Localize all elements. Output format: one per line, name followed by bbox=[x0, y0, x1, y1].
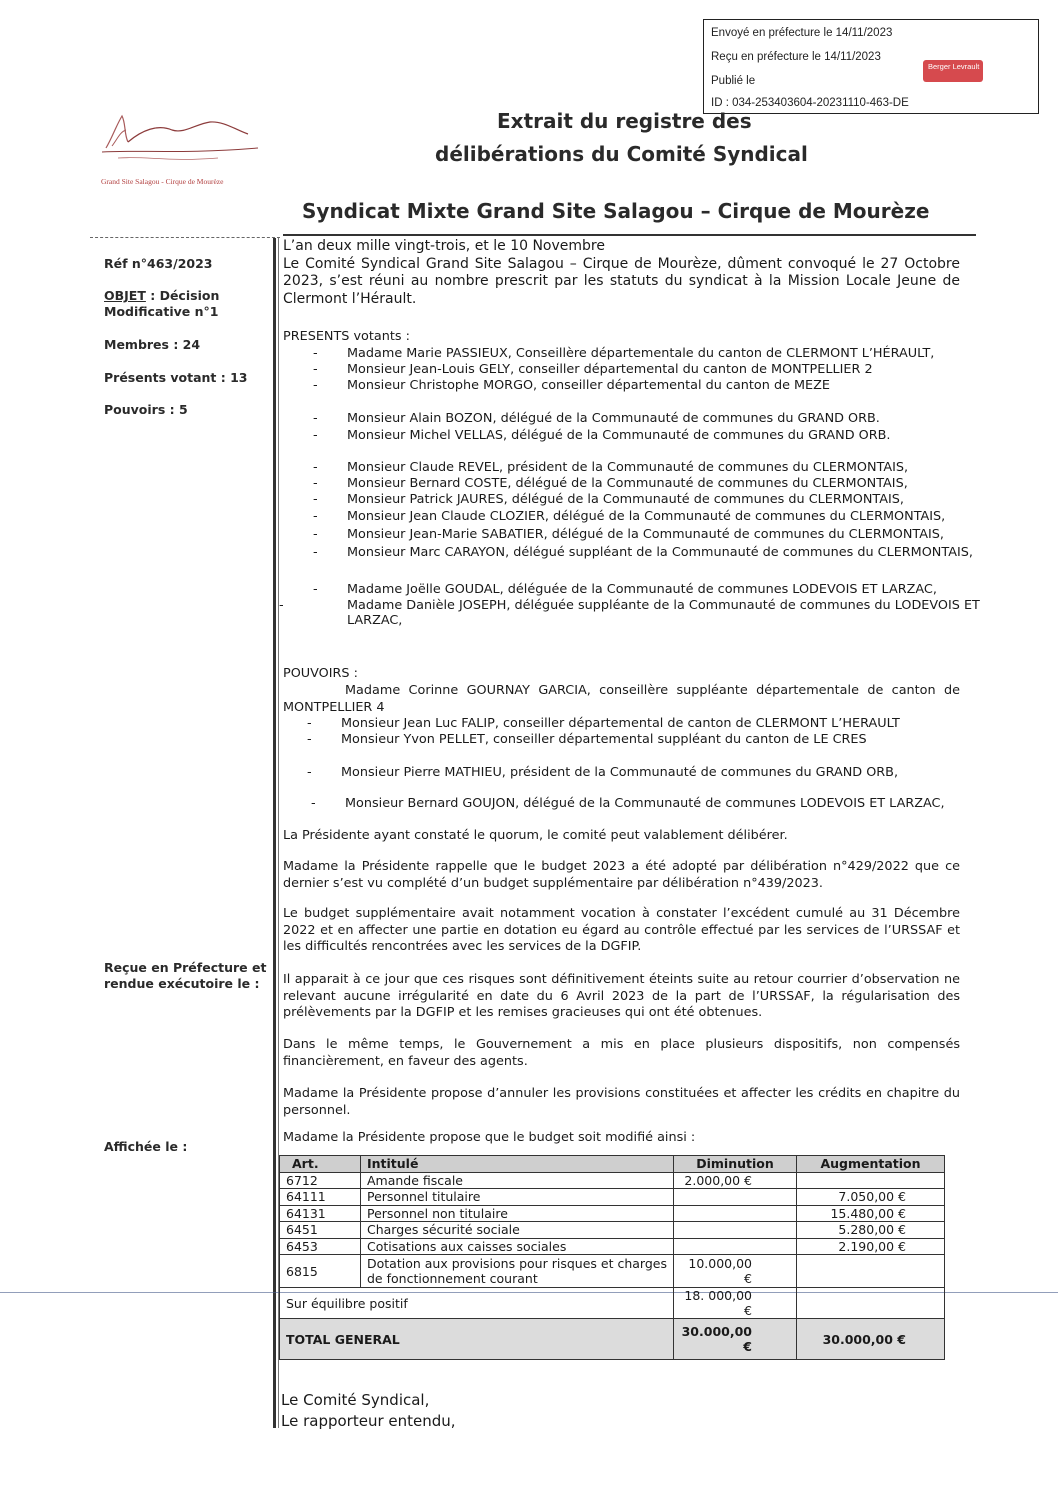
reference-number: Réf n°463/2023 bbox=[104, 256, 213, 271]
cell-article: 64111 bbox=[280, 1189, 361, 1206]
proxy-member: - Monsieur Jean Luc FALIP, conseiller départemental de canton de CLERMONT L’HERAULT bbox=[307, 716, 900, 731]
present-member: - Madame Marie PASSIEUX, Conseillère départementale du canton de CLERMONT L’HÉRAULT, bbox=[313, 346, 935, 361]
transmission-stamp bbox=[703, 19, 1039, 114]
berger-levrault-logo: Berger Levrault bbox=[923, 60, 983, 82]
budget-table bbox=[279, 1155, 945, 1360]
column-header: Intitulé bbox=[361, 1156, 674, 1173]
cell-label: Charges sécurité sociale bbox=[361, 1222, 674, 1239]
cell-total-decrease: 30.000,00 € bbox=[674, 1319, 797, 1360]
present-member: - Monsieur Alain BOZON, délégué de la Communauté de communes du GRAND ORB. bbox=[313, 411, 880, 426]
document-title-line2: délibérations du Comité Syndical bbox=[435, 142, 808, 166]
cell-increase: 2.190,00 € bbox=[797, 1238, 945, 1255]
cell-label: Cotisations aux caisses sociales bbox=[361, 1238, 674, 1255]
present-member: - Monsieur Marc CARAYON, délégué suppléant de la Communauté de communes du CLERMONTAIS, bbox=[313, 545, 973, 560]
budget-modification-paragraph: Madame la Présidente propose que le budget soit modifié ainsi : bbox=[283, 1130, 696, 1145]
column-header: Augmentation bbox=[797, 1156, 945, 1173]
proxies-count: Pouvoirs : 5 bbox=[104, 402, 188, 417]
cell-decrease: 2.000,00 € bbox=[674, 1172, 797, 1189]
stamp-sent: Envoyé en préfecture le 14/11/2023 bbox=[711, 27, 893, 39]
risks-paragraph: Il apparait à ce jour que ces risques sont définitivement éteints suite au retour courrier d’observation ne relevant aucune irrégularité en date du 6 Avril 2023 de la part de l’URSSAF, la régularisation des prélèvements par la DGFIP et les remises gracieuses qui ont été obtenues. bbox=[283, 972, 960, 1020]
cell-label: Amande fiscale bbox=[361, 1172, 674, 1189]
cell-decrease bbox=[674, 1238, 797, 1255]
supplementary-budget-paragraph: Le budget supplémentaire avait notamment vocation à constater l’excédent cumulé au 31 Décembre 2022 et en affecter une partie en dotation eu égard au contrôle effectué par les services de l’URSSAF et les difficultés rencontrées avec les services de la DGFIP. bbox=[283, 906, 960, 954]
intro-paragraph: Le Comité Syndical Grand Site Salagou – Cirque de Mourèze, dûment convoqué le 27 Octobre 2023, s’est réuni au nombre prescrit par les statuts du syndicat à la Mission Locale Jeune de Clermont l’Hérault. bbox=[283, 255, 960, 307]
closing-line1: Le Comité Syndical, bbox=[281, 1391, 430, 1409]
present-member: - Monsieur Patrick JAURES, délégué de la Communauté de communes du CLERMONTAIS, bbox=[313, 492, 904, 507]
budget-2023-paragraph: Madame la Présidente rappelle que le budget 2023 a été adopté par délibération n°429/2022 que ce dernier s’est vu complété d’un budget supplémentaire par délibération n°439/2023. bbox=[283, 859, 960, 891]
header-rule bbox=[283, 234, 976, 236]
cell-increase bbox=[797, 1255, 945, 1288]
present-member: - Madame Joëlle GOUDAL, déléguée de la Communauté de communes LODEVOIS ET LARZAC, bbox=[313, 582, 937, 597]
cell-article: 6815 bbox=[280, 1255, 361, 1288]
cell-article: 64131 bbox=[280, 1205, 361, 1222]
object-label bbox=[104, 288, 219, 304]
stamp-id: ID : 034-253403604-20231110-463-DE bbox=[711, 97, 909, 109]
table-row bbox=[280, 1255, 945, 1288]
cell-total-increase: 30.000,00 € bbox=[797, 1319, 945, 1360]
cell-total-label: TOTAL GENERAL bbox=[280, 1319, 674, 1360]
margin-rule bbox=[273, 238, 276, 1428]
present-member: - Monsieur Bernard COSTE, délégué de la Communauté de communes du CLERMONTAIS, bbox=[313, 476, 908, 491]
column-header: Diminution bbox=[674, 1156, 797, 1173]
proxy-member: - Monsieur Pierre MATHIEU, président de la Communauté de communes du GRAND ORB, bbox=[307, 765, 899, 780]
stamp-received: Reçu en préfecture le 14/11/2023 bbox=[711, 51, 881, 63]
cell-increase: 5.280,00 € bbox=[797, 1222, 945, 1239]
members-count: Membres : 24 bbox=[104, 337, 201, 352]
cell-label: Dotation aux provisions pour risques et charges de fonctionnement courant bbox=[361, 1255, 674, 1288]
cell-decrease: 18. 000,00 € bbox=[674, 1288, 797, 1319]
intro-date: L’an deux mille vingt-trois, et le 10 Novembre bbox=[283, 238, 605, 254]
table-row bbox=[280, 1205, 945, 1222]
table-row-surplus bbox=[280, 1288, 945, 1319]
organization-name: Syndicat Mixte Grand Site Salagou – Cirque de Mourèze bbox=[302, 199, 930, 223]
cell-decrease bbox=[674, 1189, 797, 1206]
sidebar-top-rule bbox=[90, 237, 280, 238]
prefecture-received-line1: Reçue en Préfecture et bbox=[104, 960, 267, 975]
table-row bbox=[280, 1189, 945, 1206]
closing-line2: Le rapporteur entendu, bbox=[281, 1412, 456, 1430]
cell-label: Personnel non titulaire bbox=[361, 1205, 674, 1222]
object-value-line2: Modificative n°1 bbox=[104, 304, 219, 319]
cell-article: 6712 bbox=[280, 1172, 361, 1189]
cell-decrease bbox=[674, 1222, 797, 1239]
table-row-total bbox=[280, 1319, 945, 1360]
cell-decrease bbox=[674, 1205, 797, 1222]
present-voting-count: Présents votant : 13 bbox=[104, 370, 248, 385]
cell-label: Personnel titulaire bbox=[361, 1189, 674, 1206]
cell-label: Sur équilibre positif bbox=[280, 1288, 674, 1319]
prefecture-received-line2: rendue exécutoire le : bbox=[104, 976, 260, 991]
intro-block bbox=[283, 238, 960, 308]
object-value: : Décision bbox=[145, 288, 220, 303]
table-row bbox=[280, 1172, 945, 1189]
object-label-underlined: OBJET bbox=[104, 288, 146, 303]
proxy-first: Madame Corinne GOURNAY GARCIA, conseillère suppléante départementale de canton de MONTPELLIER 4 bbox=[283, 683, 960, 715]
cell-increase bbox=[797, 1172, 945, 1189]
column-header: Art. bbox=[280, 1156, 361, 1173]
government-paragraph: Dans le même temps, le Gouvernement a mis en place plusieurs dispositifs, non compensés financièrement, en faveur des agents. bbox=[283, 1037, 960, 1069]
stamp-published: Publié le bbox=[711, 75, 756, 87]
proxy-member: - Monsieur Yvon PELLET, conseiller départemental suppléant du canton de LE CRES bbox=[307, 732, 867, 747]
displayed-on: Affichée le : bbox=[104, 1139, 188, 1154]
table-header-row bbox=[280, 1156, 945, 1173]
present-member: - Monsieur Jean Claude CLOZIER, délégué de la Communauté de communes du CLERMONTAIS, bbox=[313, 509, 946, 524]
cell-increase bbox=[797, 1288, 945, 1319]
present-member: - Monsieur Jean-Marie SABATIER, délégué de la Communauté de communes du CLERMONTAIS, bbox=[313, 527, 944, 542]
cell-increase: 15.480,00 € bbox=[797, 1205, 945, 1222]
proxies-heading: POUVOIRS : bbox=[283, 666, 358, 681]
present-member: - Monsieur Jean-Louis GELY, conseiller départemental du canton de MONTPELLIER 2 bbox=[313, 362, 873, 377]
quorum-paragraph: La Présidente ayant constaté le quorum, le comité peut valablement délibérer. bbox=[283, 828, 788, 843]
present-member: - Monsieur Michel VELLAS, délégué de la Communauté de communes du GRAND ORB. bbox=[313, 428, 891, 443]
cell-article: 6451 bbox=[280, 1222, 361, 1239]
presents-heading: PRESENTS votants : bbox=[283, 329, 410, 344]
present-member: - Monsieur Claude REVEL, président de la Communauté de communes du CLERMONTAIS, bbox=[313, 460, 909, 475]
cell-increase: 7.050,00 € bbox=[797, 1189, 945, 1206]
document-title-line1: Extrait du registre des bbox=[497, 109, 752, 133]
cell-decrease: 10.000,00 € bbox=[674, 1255, 797, 1288]
cell-article: 6453 bbox=[280, 1238, 361, 1255]
present-member: - Monsieur Christophe MORGO, conseiller départemental du canton de MEZE bbox=[313, 378, 830, 393]
provisions-paragraph: Madame la Présidente propose d’annuler les provisions constituées et affecter les crédits en chapitre du personnel. bbox=[283, 1086, 960, 1118]
logo-caption: Grand Site Salagou - Cirque de Mourèze bbox=[101, 177, 224, 186]
table-row bbox=[280, 1238, 945, 1255]
table-row bbox=[280, 1222, 945, 1239]
proxy-member: - Monsieur Bernard GOUJON, délégué de la Communauté de communes LODEVOIS ET LARZAC, bbox=[311, 796, 945, 811]
present-member: - Madame Danièle JOSEPH, déléguée suppléante de la Communauté de communes du LODEVOIS ET LARZAC, bbox=[279, 598, 980, 628]
